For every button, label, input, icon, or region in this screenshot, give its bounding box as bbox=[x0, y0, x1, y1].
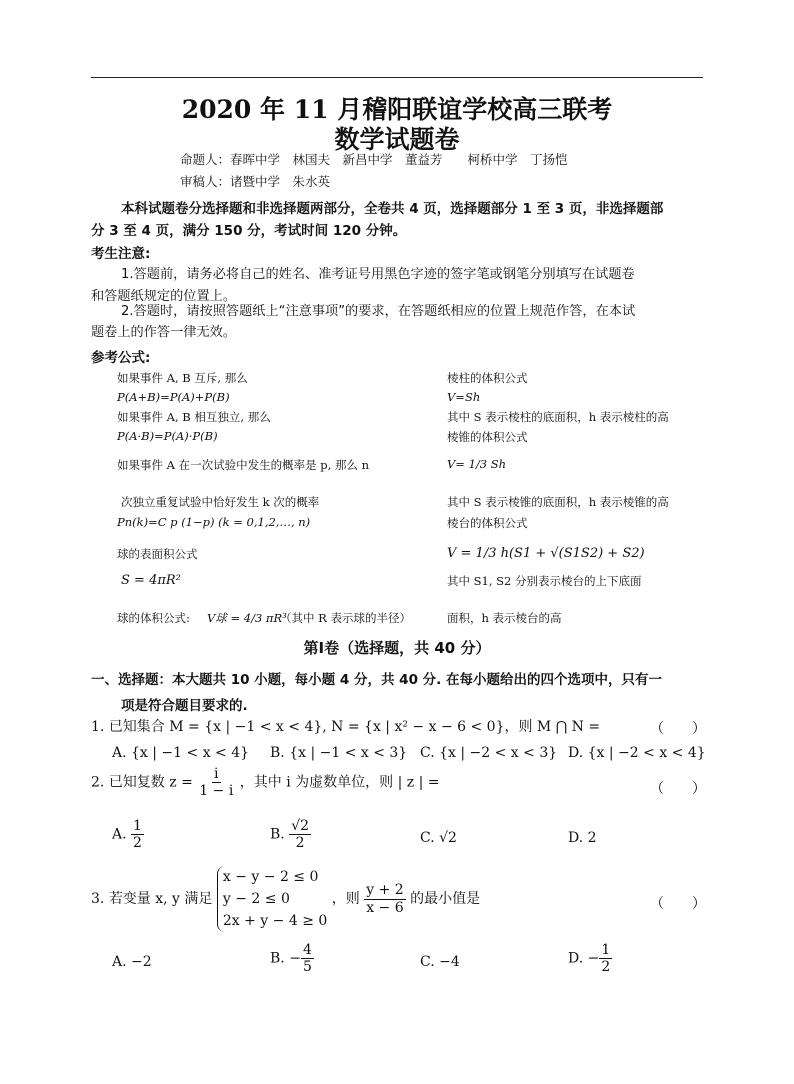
formula-left-10-label: 球的体积公式: bbox=[117, 611, 190, 625]
formula-right-6: 其中 S 表示棱锥的底面积，h 表示棱锥的高 bbox=[447, 495, 669, 509]
notice-heading: 考生注意: bbox=[91, 246, 151, 262]
intro-line-1: 本科试题卷分选择题和非选择题两部分，全卷共 4 页，选择题部分 1 至 3 页，非选择题部 bbox=[121, 201, 664, 217]
reviewers-line: 审稿人：诸暨中学 朱水英 bbox=[180, 174, 331, 189]
question-1-option-d[interactable]: D. {x | −2 < x < 4} bbox=[568, 745, 706, 761]
page-title: 2020 年 11 月稽阳联谊学校高三联考 bbox=[181, 95, 613, 124]
answer-parenthesis: （ ） bbox=[650, 896, 706, 912]
fraction-denominator: 2 bbox=[133, 835, 142, 852]
inequality-system bbox=[217, 866, 327, 932]
fraction-denominator: 5 bbox=[302, 959, 312, 976]
inequality-1: x − y − 2 ≤ 0 bbox=[222, 869, 319, 885]
formula-left-10-formula: V球 = 4/3 πR³ bbox=[207, 611, 287, 625]
fraction-denominator: 1 − i bbox=[199, 783, 234, 800]
fraction-numerator: √2 bbox=[291, 818, 310, 834]
question-text: 已知集合 M = {x | −1 < x < 4}, N = {x | x² − x − 6 < 0}，则 M ⋂ N = bbox=[108, 719, 601, 735]
fraction-numerator: 4 bbox=[302, 942, 312, 958]
formula-left-9: S = 4πR² bbox=[121, 573, 181, 588]
formula-left-6: 次独立重复试验中恰好发生 k 次的概率 bbox=[121, 495, 320, 509]
formula-left-7: Pn(k)=C p (1−p) (k = 0,1,2,…, n) bbox=[117, 515, 311, 529]
question-text: 已知复数 z = bbox=[108, 774, 193, 791]
question-1-option-a[interactable]: A. {x | −1 < x < 4} bbox=[112, 745, 250, 761]
formula-left-1: 如果事件 A, B 互斥, 那么 bbox=[117, 371, 248, 385]
fraction bbox=[289, 818, 311, 851]
option-letter: D. bbox=[568, 950, 584, 967]
notice-1-line-1: 1.答题前，请务必将自己的姓名、准考证号用黑色字迹的签字笔或钢笔分别填写在试题卷 bbox=[121, 267, 635, 282]
authors-line: 命题人：春晖中学 林国夫 新昌中学 董益芳 柯桥中学 丁扬恺 bbox=[180, 152, 568, 167]
minus-sign: − bbox=[587, 950, 600, 967]
question-text: 若变量 x, y 满足 bbox=[108, 891, 213, 907]
inequality-2: y − 2 ≤ 0 bbox=[222, 891, 290, 907]
formula-right-4: 棱锥的体积公式 bbox=[447, 430, 528, 444]
option-letter: B. bbox=[270, 826, 285, 843]
top-rule bbox=[91, 77, 703, 78]
page-subtitle: 数学试题卷 bbox=[334, 125, 460, 154]
formula-right-1: 棱柱的体积公式 bbox=[447, 371, 528, 385]
formula-right-2: V=Sh bbox=[447, 390, 481, 404]
fraction bbox=[197, 766, 235, 799]
formula-right-7: 棱台的体积公式 bbox=[447, 516, 528, 530]
question-1-option-c[interactable]: C. {x | −2 < x < 3} bbox=[420, 745, 558, 761]
question-3-option-c[interactable]: C. −4 bbox=[420, 954, 460, 970]
choice-intro-line-1: 一、选择题：本大题共 10 小题，每小题 4 分，共 40 分. 在每小题给出的四个选项中，只有一 bbox=[91, 672, 662, 688]
formula-left-3: 如果事件 A, B 相互独立, 那么 bbox=[117, 410, 271, 424]
formula-left-10-note: （其中 R 表示球的半径） bbox=[280, 611, 411, 625]
question-1-stem bbox=[91, 716, 600, 736]
fraction bbox=[364, 882, 405, 915]
formula-right-3: 其中 S 表示棱柱的底面积，h 表示棱柱的高 bbox=[447, 410, 669, 424]
question-3-option-d[interactable] bbox=[568, 942, 612, 975]
formula-right-10: 面积，h 表示棱台的高 bbox=[447, 611, 562, 625]
question-3-option-a[interactable]: A. −2 bbox=[112, 954, 152, 970]
formula-left-8: 球的表面积公式 bbox=[117, 547, 198, 561]
fraction-numerator: 1 bbox=[601, 942, 611, 958]
formula-left-4: P(A·B)=P(A)·P(B) bbox=[117, 429, 218, 443]
question-2-stem bbox=[91, 766, 439, 799]
notice-2-line-2: 题卷上的作答一律无效。 bbox=[91, 325, 237, 340]
fraction-numerator: 1 bbox=[133, 818, 142, 834]
question-2-option-d[interactable]: D. 2 bbox=[568, 830, 597, 846]
question-2-option-a[interactable] bbox=[112, 818, 144, 851]
question-2-option-b[interactable] bbox=[270, 818, 311, 851]
fraction-numerator: y + 2 bbox=[366, 882, 404, 899]
notice-1-line-2: 和答题纸规定的位置上。 bbox=[91, 289, 237, 304]
question-text-mid: ，则 bbox=[331, 891, 360, 907]
fraction-denominator: x − 6 bbox=[366, 899, 404, 916]
fraction-denominator: 2 bbox=[295, 835, 305, 852]
option-value: √2 bbox=[439, 830, 457, 846]
fraction-denominator: 2 bbox=[601, 959, 611, 976]
fraction bbox=[301, 942, 314, 975]
minus-sign: − bbox=[289, 950, 301, 967]
intro-line-2: 分 3 至 4 页，满分 150 分，考试时间 120 分钟。 bbox=[91, 223, 407, 239]
answer-parenthesis: （ ） bbox=[650, 781, 706, 797]
question-2-option-c[interactable] bbox=[420, 830, 457, 846]
notice-2-line-1: 2.答题时，请按照答题纸上“注意事项”的要求，在答题纸相应的位置上规范作答，在本试 bbox=[121, 304, 636, 319]
option-letter: B. bbox=[270, 950, 285, 967]
option-letter: C. bbox=[420, 830, 435, 846]
question-3-option-b[interactable] bbox=[270, 942, 314, 975]
formula-left-2: P(A+B)=P(A)+P(B) bbox=[117, 390, 230, 404]
fraction-numerator: i bbox=[214, 766, 219, 782]
question-number: 3. bbox=[91, 891, 105, 907]
fraction bbox=[131, 818, 144, 851]
inequality-3: 2x + y − 4 ≥ 0 bbox=[222, 913, 328, 929]
formula-right-5: V= 1/3 Sh bbox=[447, 457, 507, 471]
question-text-tail: ，其中 i 为虚数单位，则 | z | = bbox=[239, 774, 440, 791]
formula-right-9: 其中 S1, S2 分别表示棱台的上下底面 bbox=[447, 574, 642, 588]
answer-parenthesis: （ ） bbox=[650, 721, 706, 737]
formula-right-8: V = 1/3 h(S1 + √(S1S2) + S2) bbox=[447, 546, 645, 561]
formula-heading: 参考公式: bbox=[91, 350, 151, 366]
question-number: 2. bbox=[91, 774, 105, 791]
question-1-option-b[interactable]: B. {x | −1 < x < 3} bbox=[270, 745, 408, 761]
formula-left-5: 如果事件 A 在一次试验中发生的概率是 p, 那么 n bbox=[117, 458, 370, 472]
question-3-stem bbox=[91, 866, 480, 932]
section-title: 第Ⅰ卷（选择题，共 40 分） bbox=[303, 639, 491, 657]
fraction bbox=[599, 942, 612, 975]
choice-intro-line-2: 项是符合题目要求的. bbox=[121, 698, 248, 714]
option-letter: A. bbox=[112, 826, 127, 843]
question-number: 1. bbox=[91, 719, 105, 735]
question-text-tail: 的最小值是 bbox=[410, 891, 481, 907]
